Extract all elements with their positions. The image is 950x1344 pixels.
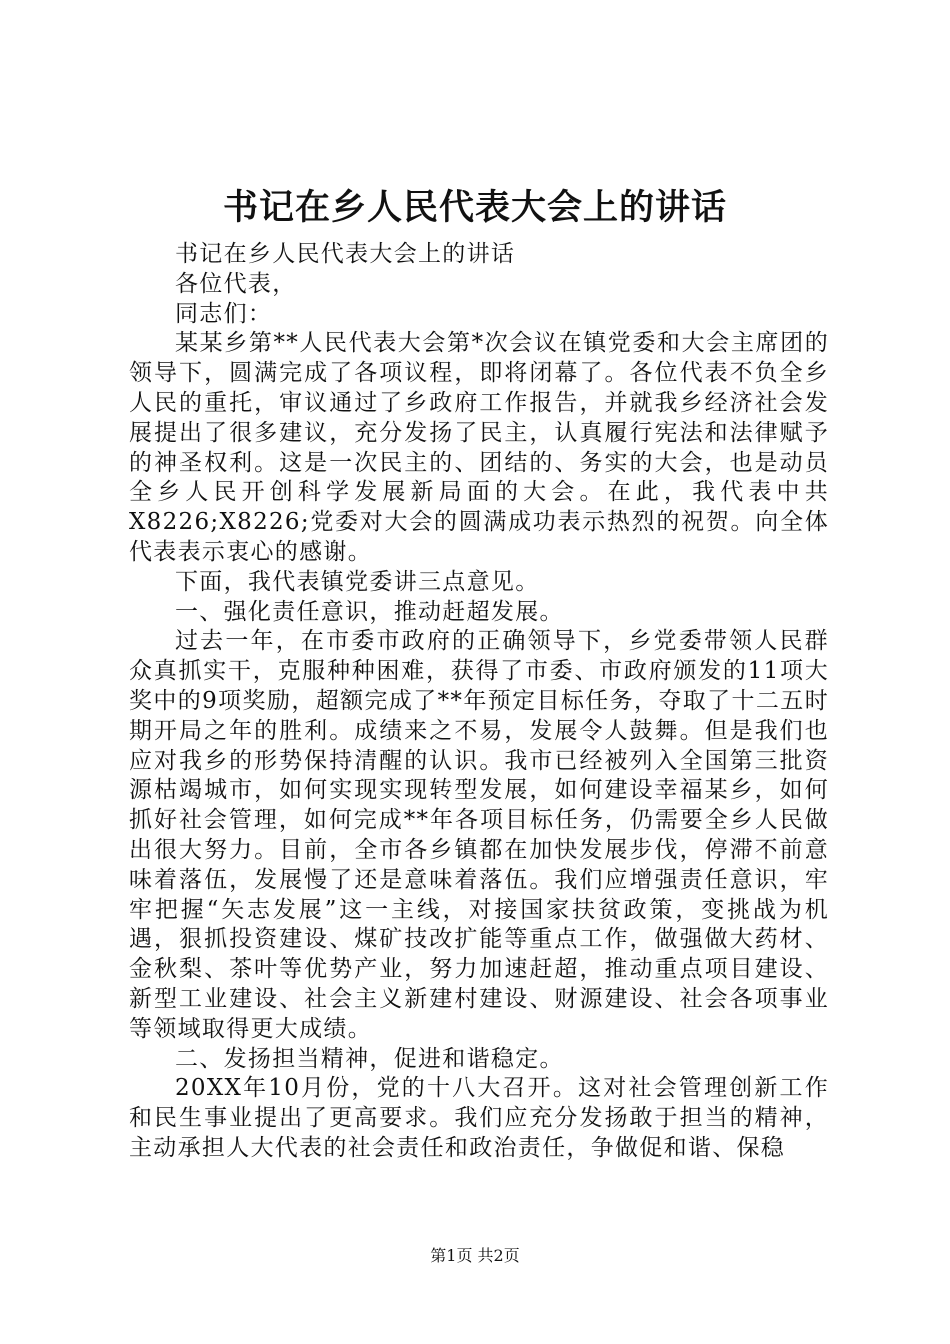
section-heading-1: 一、强化责任意识，推动赶超发展。: [175, 598, 564, 625]
subtitle-line: 书记在乡人民代表大会上的讲话: [175, 241, 516, 267]
page-footer: 第1页 共2页: [430, 1246, 520, 1265]
paragraph-opening: 某某乡第**人民代表大会第*次会议在镇党委和大会主席团的领导下，圆满完成了各项议程，即将闭幕了。各位代表不负全乡人民的重托，审议通过了乡政府工作报告，并就我乡经济社会发展提出了很多建议，充分发扬了民主，认真履行宪法和法律赋予的神圣权利。这是一次民主的、团结的、务实的大会，也是动员全乡人民开创科学发展新局面的大会。在此，我代表中共X8226;X8226;党委对大会的圆满成功表示热烈的祝贺。向全体代表表示衷心的感谢。: [129, 330, 829, 565]
salutation-delegates: 各位代表，: [175, 270, 297, 297]
document-body: [129, 240, 829, 1164]
paragraph-section-1: 过去一年，在市委市政府的正确领导下，乡党委带领人民群众真抓实干，克服种种困难，获得了市委、市政府颁发的11项大奖中的9项奖励，超额完成了**年预定目标任务，夺取了十二五时期开局之年的胜利。成绩来之不易，发展令人鼓舞。但是我们也应对我乡的形势保持清醒的认识。我市已经被列入全国第三批资源枯竭城市，如何实现实现转型发展，如何建设幸福某乡，如何抓好社会管理，如何完成**年各项目标任务，仍需要全乡人民做出很大努力。目前，全市各乡镇都在加快发展步伐，停滞不前意味着落伍，发展慢了还是意味着落伍。我们应增强责任意识，牢牢把握“矢志发展”这一主线，对接国家扶贫政策，变挑战为机遇，狠抓投资建设、煤矿技改扩能等重点工作，做强做大药材、金秋梨、茶叶等优势产业，努力加速赶超，推动重点项目建设、新型工业建设、社会主义新建村建设、财源建设、社会各项事业等领域取得更大成绩。: [129, 628, 829, 1042]
page-title: 书记在乡人民代表大会上的讲话: [222, 187, 727, 228]
salutation-comrades: 同志们：: [175, 300, 273, 327]
paragraph-section-2: 20XX年10月份，党的十八大召开。这对社会管理创新工作和民生事业提出了更高要求。我们应充分发扬敢于担当的精神，主动承担人大代表的社会责任和政治责任，争做促和谐、保稳: [129, 1075, 829, 1161]
section-heading-2: 二、发扬担当精神，促进和谐稳定。: [175, 1045, 564, 1072]
paragraph-intro-points: 下面，我代表镇党委讲三点意见。: [175, 568, 540, 595]
